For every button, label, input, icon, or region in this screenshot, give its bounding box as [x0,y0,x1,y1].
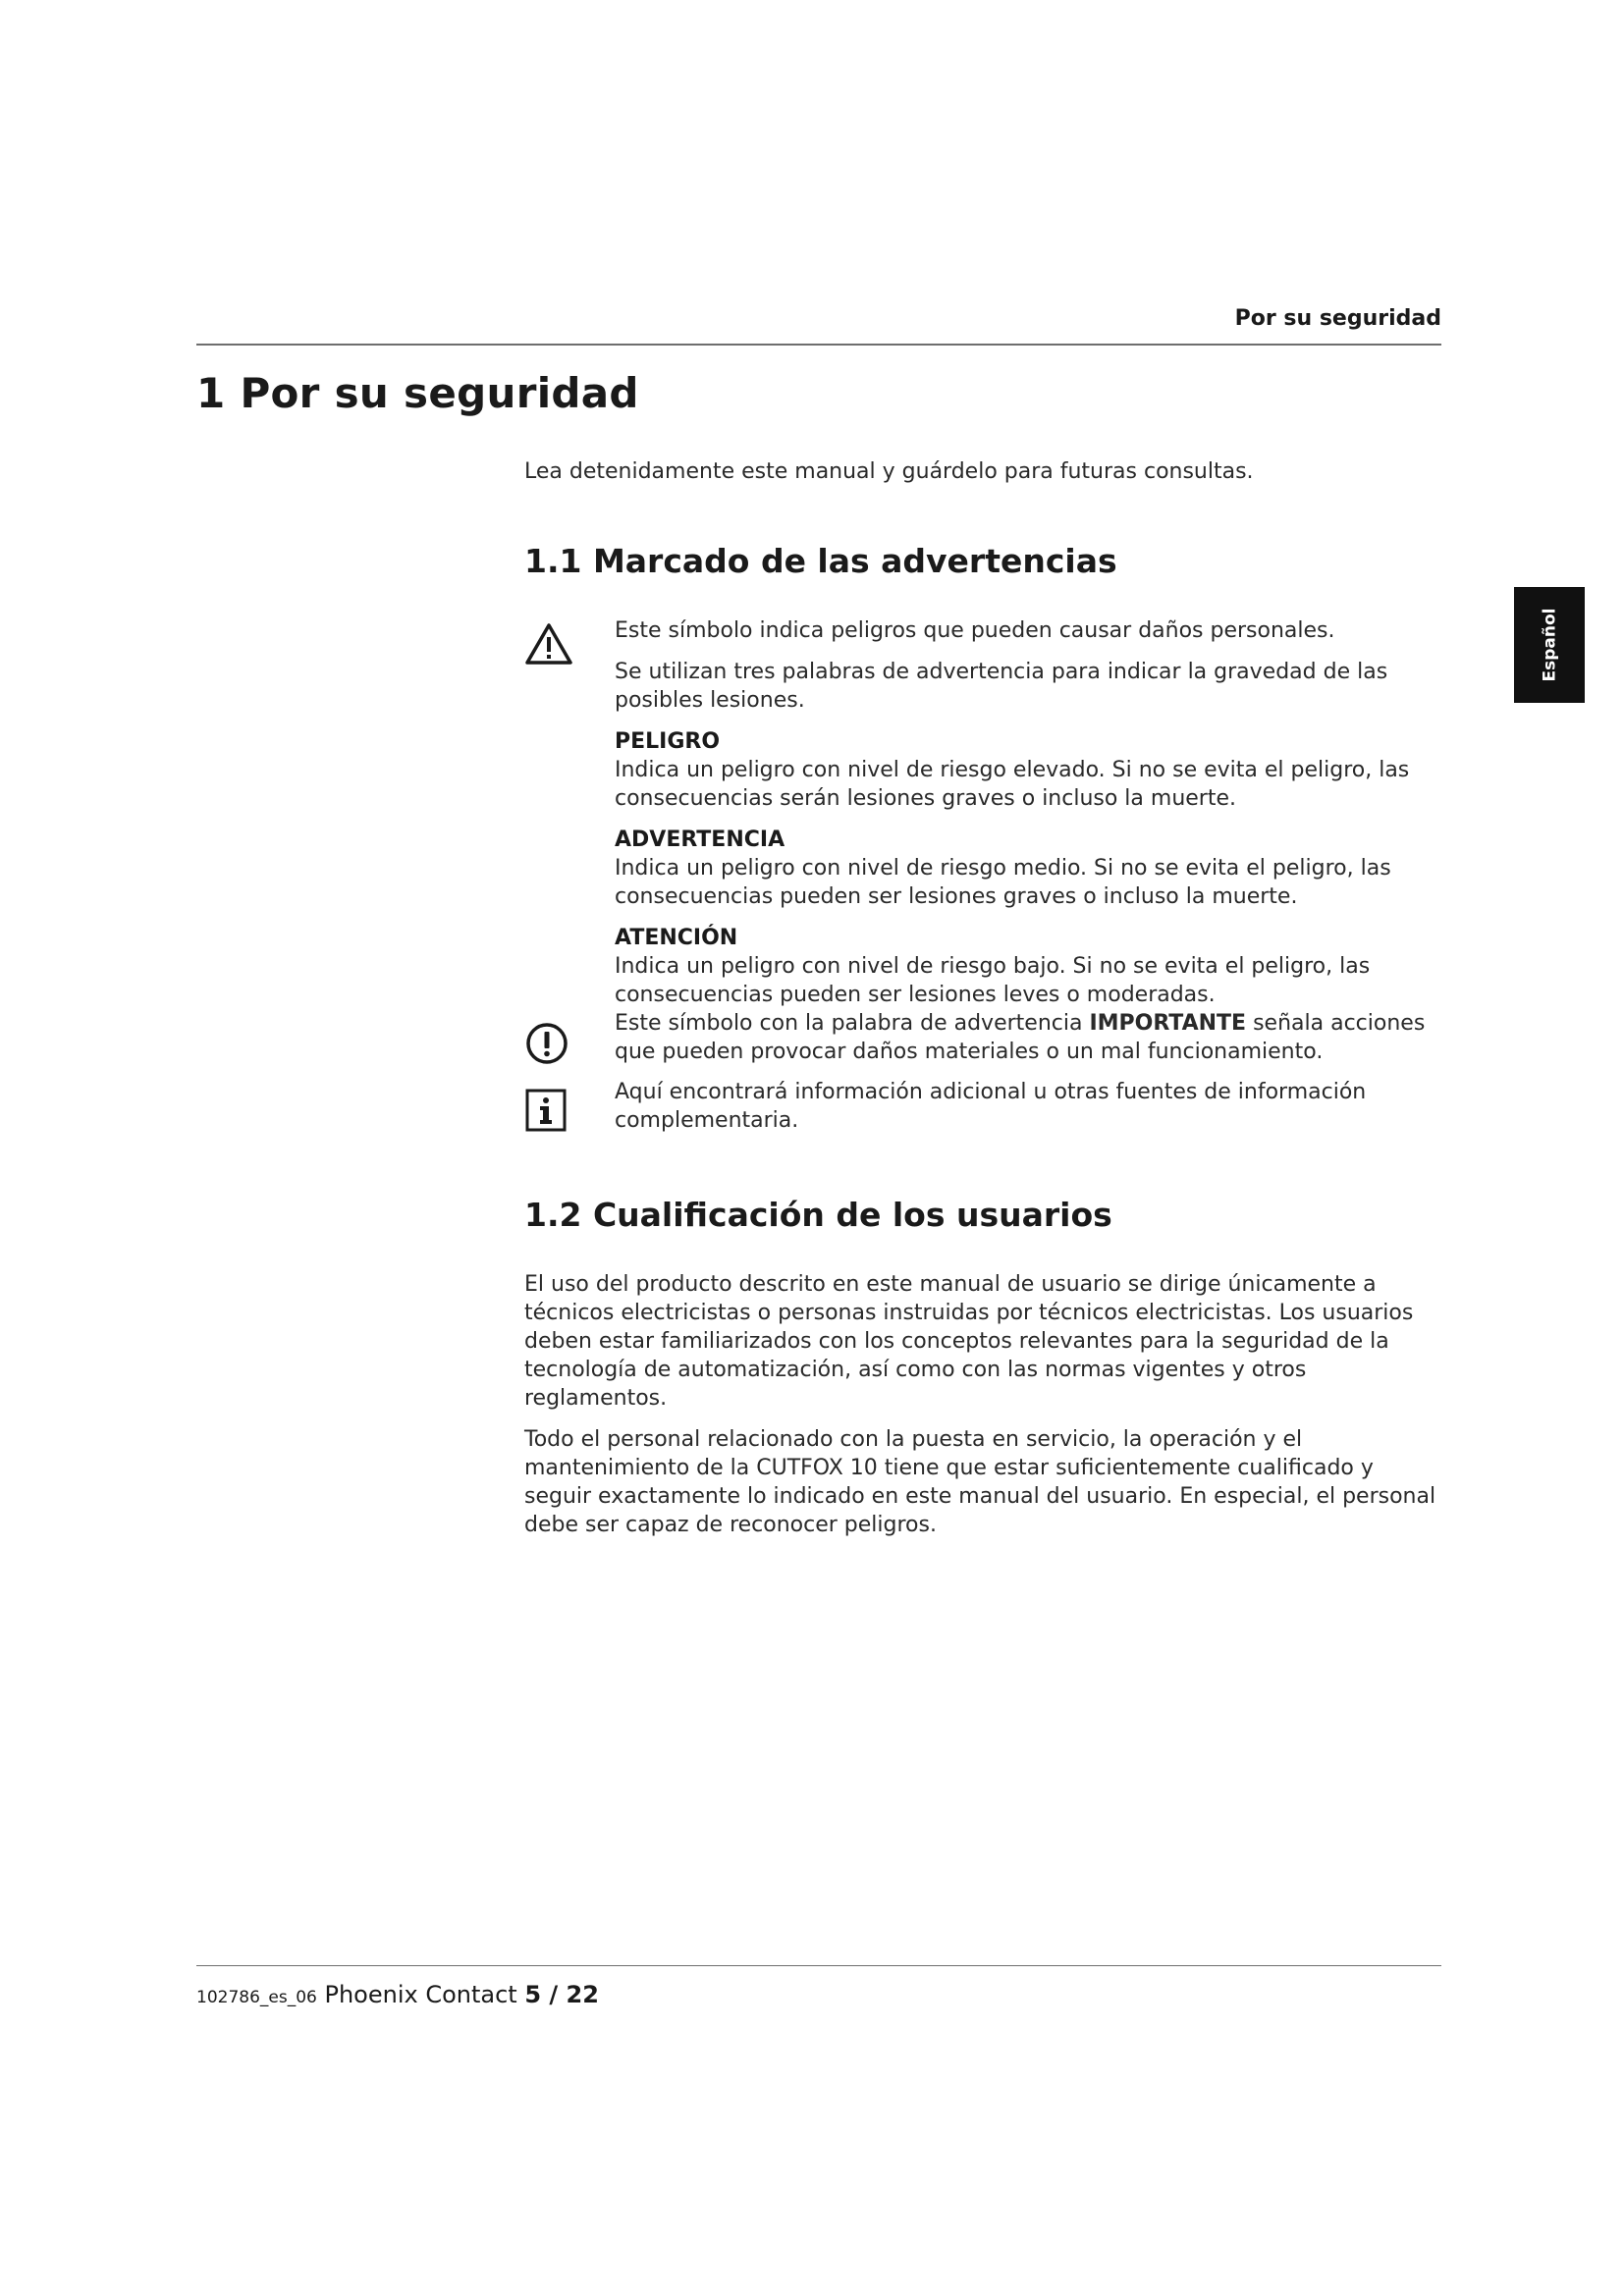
section-title-qualification: 1.2 Cualificación de los usuarios [524,1196,1112,1234]
warning-triangle-icon [524,622,573,669]
warning-line-1: Este símbolo indica peligros que pueden causar daños personales. [615,618,1335,643]
footer-page-number: 5 / 22 [524,1981,599,2008]
exclamation-circle-icon [524,1021,569,1070]
signal-word-atencion: ATENCIÓN [615,926,738,950]
warning-notice-text [615,616,1441,1022]
important-text-after: señala acciones que pueden provocar daños materiales o un mal funcionamiento. [615,1011,1426,1064]
footer-doc-id: 102786_es_06 [196,1988,317,2007]
qualification-body [524,1270,1441,1552]
header-rule [196,344,1441,346]
warning-line-2: Se utilizan tres palabras de advertencia para indicar la gravedad de las posibles lesiones. [615,660,1388,713]
important-notice-text [615,1009,1441,1079]
footer-rule [196,1965,1441,1966]
info-square-icon [524,1088,568,1137]
qualification-paragraph-1: El uso del producto descrito en este manual de usuario se dirige únicamente a técnicos electricistas o personas instruidas por técnicos electricistas. Los usuarios deben estar familiarizados con los conceptos relevantes para la seguridad de la tecnología de automatización, así como con las normas vigentes y otros reglamentos. [524,1272,1414,1411]
section-title-warnings: 1.1 Marcado de las advertencias [524,542,1117,580]
chapter-title: 1 Por su seguridad [196,369,639,417]
info-notice-text [615,1078,1441,1148]
running-header: Por su seguridad [1234,306,1441,331]
chapter-intro: Lea detenidamente este manual y guárdelo para futuras consultas. [524,459,1254,484]
signal-desc-peligro: Indica un peligro con nivel de riesgo elevado. Si no se evita el peligro, las consecuencias serán lesiones graves o incluso la muerte. [615,758,1410,811]
signal-word-advertencia: ADVERTENCIA [615,828,785,852]
signal-desc-atencion: Indica un peligro con nivel de riesgo bajo. Si no se evita el peligro, las consecuencias pueden ser lesiones leves o moderadas. [615,954,1371,1007]
signal-word-peligro: PELIGRO [615,729,721,754]
info-text: Aquí encontrará información adicional u otras fuentes de información complementaria. [615,1080,1367,1133]
signal-desc-advertencia: Indica un peligro con nivel de riesgo medio. Si no se evita el peligro, las consecuencias pueden ser lesiones graves o incluso la muerte. [615,856,1391,909]
language-tab-label: Español [1540,608,1560,682]
language-tab [1514,587,1585,703]
page-footer [196,1981,599,2008]
qualification-paragraph-2: Todo el personal relacionado con la puesta en servicio, la operación y el mantenimiento de la CUTFOX 10 tiene que estar suficientemente cualificado y seguir exactamente lo indicado en este manual del usuario. En especial, el personal debe ser capaz de reconocer peligros. [524,1427,1436,1537]
important-keyword: IMPORTANTE [1089,1011,1247,1036]
footer-company: Phoenix Contact [324,1981,517,2008]
important-text-before: Este símbolo con la palabra de advertencia [615,1011,1090,1036]
